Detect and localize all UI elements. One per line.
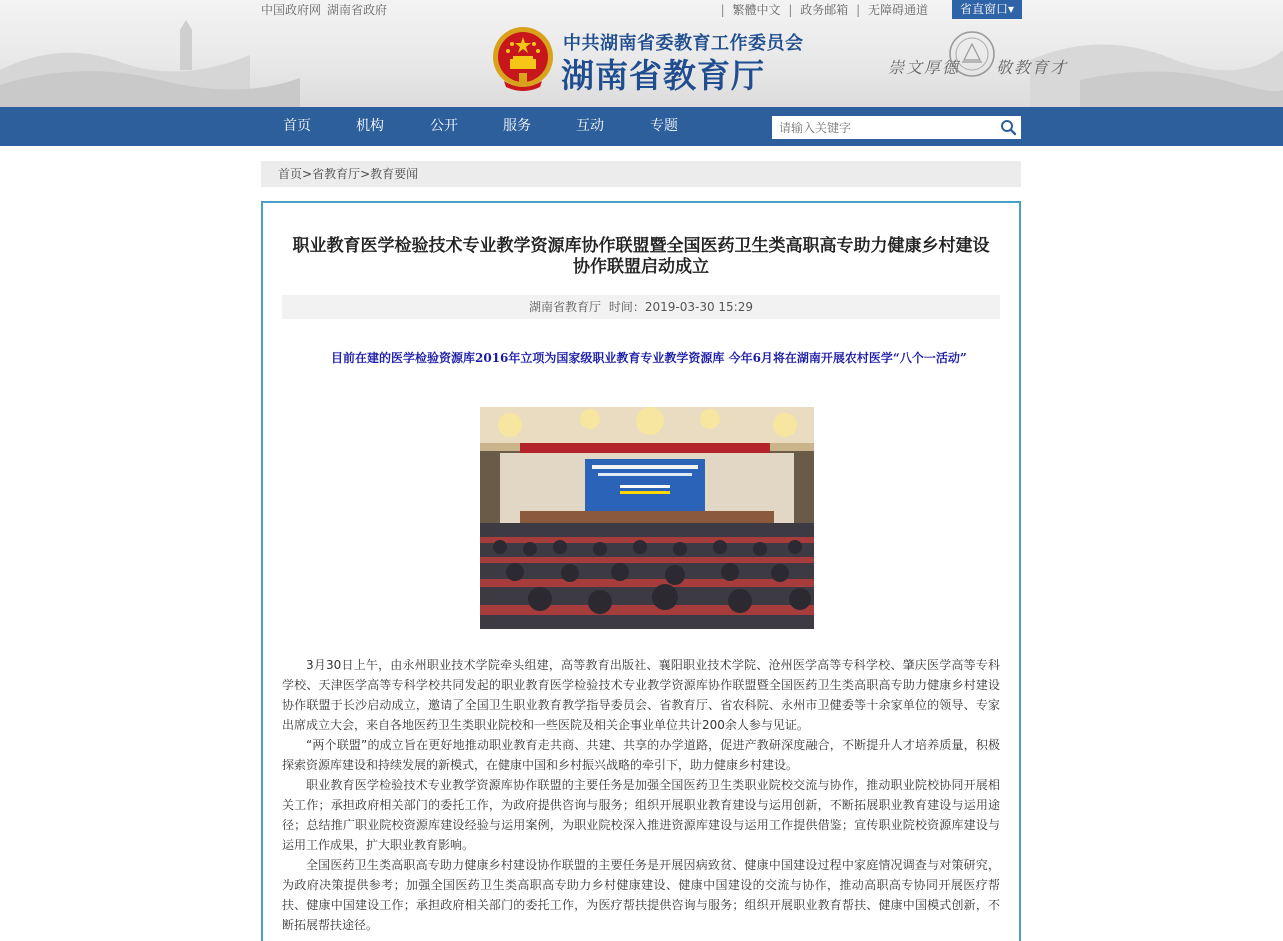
link-gov-cn[interactable]: 中国政府网 (261, 3, 322, 17)
article-title (283, 236, 999, 278)
org-sub-title: 中共湖南省委教育工作委员会 (563, 33, 804, 54)
provincial-portal-button[interactable]: 省直窗口▾ (952, 0, 1022, 19)
main-nav (0, 107, 1283, 146)
conference-photo (480, 407, 814, 629)
separator: | (720, 3, 725, 17)
article-title-line2: 协作联盟启动成立 (573, 257, 709, 277)
breadcrumb-department[interactable]: 省教育厅 (312, 167, 361, 181)
motto-left: 崇文厚德 (888, 58, 961, 77)
separator: | (856, 3, 861, 17)
article-paragraph: 全国医药卫生类高职高专助力健康乡村建设协作联盟的主要任务是开展因病致贫、健康中国建设过程中家庭情况调查与对策研究，为政府决策提供参考；加强全国医药卫生类高职高专助力乡村健康建设、健康中国建设的交流与协作，推动高职高专协同开展医疗帮扶、健康中国建设工作；承担政府相关部门的委托工作，为医疗帮扶提供咨询与服务；组织开展职业教育帮扶、健康中国模式创新，不断拓展帮扶途径。 (282, 858, 1000, 932)
article-source: 湖南省教育厅 (529, 300, 602, 314)
motto-right: 敬教育才 (996, 58, 1069, 77)
breadcrumb-sep: > (302, 167, 313, 181)
search-box (772, 116, 1021, 139)
search-icon[interactable] (1000, 119, 1017, 136)
article-meta (282, 295, 1000, 319)
article-paragraph: “两个联盟”的成立旨在更好地推动职业教育走共商、共建、共享的办学道路，促进产教研深度融合，不断提升人才培养质量，积极探索资源库建设和持续发展的新模式，在健康中国和乡村振兴战略的牵引下，助力健康乡村建设。 (282, 738, 1000, 772)
nav-services[interactable]: 服务 (503, 118, 531, 134)
article-panel (261, 201, 1021, 941)
link-accessibility[interactable]: 无障碍通道 (867, 3, 928, 17)
org-main-title: 湖南省教育厅 (561, 56, 765, 95)
link-hunan-gov[interactable]: 湖南省政府 (327, 3, 388, 17)
nav-interaction[interactable]: 互动 (576, 118, 604, 134)
link-traditional-chinese[interactable]: 繁體中文 (732, 3, 781, 17)
article-time-label: 时间： (608, 300, 645, 314)
breadcrumb-news[interactable]: 教育要闻 (370, 167, 419, 181)
link-gov-mail[interactable]: 政务邮箱 (800, 3, 849, 17)
article-paragraph: 3月30日上午，由永州职业技术学院牵头组建，高等教育出版社、襄阳职业技术学院、沧州医学高等专科学校、肇庆医学高等专科学校、天津医学高等专科学校共同发起的职业教育医学检验技术专业教学资源库协作联盟暨全国医药卫生类高职高专助力健康乡村建设协作联盟于长沙启动成立，邀请了全国卫生职业教育教学指导委员会、省教育厅、省农科院、永州市卫健委等十余家单位的领导、专家出席成立大会，来自各地医药卫生类职业院校和一些医院及相关企事业单位共计200余人参与见证。 (282, 658, 1000, 732)
article-lead: 目前在建的医学检验资源库2016年立项为国家级职业教育专业教学资源库 今年6月将在湖南开展农村医学“八个一活动” (331, 351, 967, 365)
search-input[interactable] (772, 116, 994, 139)
breadcrumb (261, 161, 1021, 187)
top-bar (261, 0, 1022, 18)
article-title-line1: 职业教育医学检验技术专业教学资源库协作联盟暨全国医药卫生类高职高专助力健康乡村建设 (292, 236, 990, 256)
article-paragraph: 职业教育医学检验技术专业教学资源库协作联盟的主要任务是加强全国医药卫生类职业院校交流与协作，推动职业院校协同开展相关工作；承担政府相关部门的委托工作，为政府提供咨询与服务；组织开展职业教育建设与运用创新，不断拓展职业教育建设与运用途径；总结推广职业院校资源库建设经验与运用案例，为职业院校深入推进资源库建设与运用工作提供借鉴；宣传职业院校资源库建设与运用工作成果，扩大职业教育影响。 (282, 778, 1000, 852)
nav-home[interactable]: 首页 (283, 118, 311, 134)
national-emblem-icon (490, 23, 556, 95)
nav-topics[interactable]: 专题 (650, 118, 678, 134)
top-left-links (261, 1, 393, 18)
article-time: 2019-03-30 15:29 (644, 300, 753, 314)
nav-public[interactable]: 公开 (430, 118, 458, 134)
breadcrumb-home[interactable]: 首页 (278, 167, 303, 181)
breadcrumb-sep: > (360, 167, 371, 181)
article-body (282, 655, 1000, 935)
top-right-links (719, 1, 930, 18)
separator: | (788, 3, 793, 17)
nav-organization[interactable]: 机构 (356, 118, 384, 134)
header-banner (0, 0, 1283, 107)
motto (888, 55, 1068, 78)
